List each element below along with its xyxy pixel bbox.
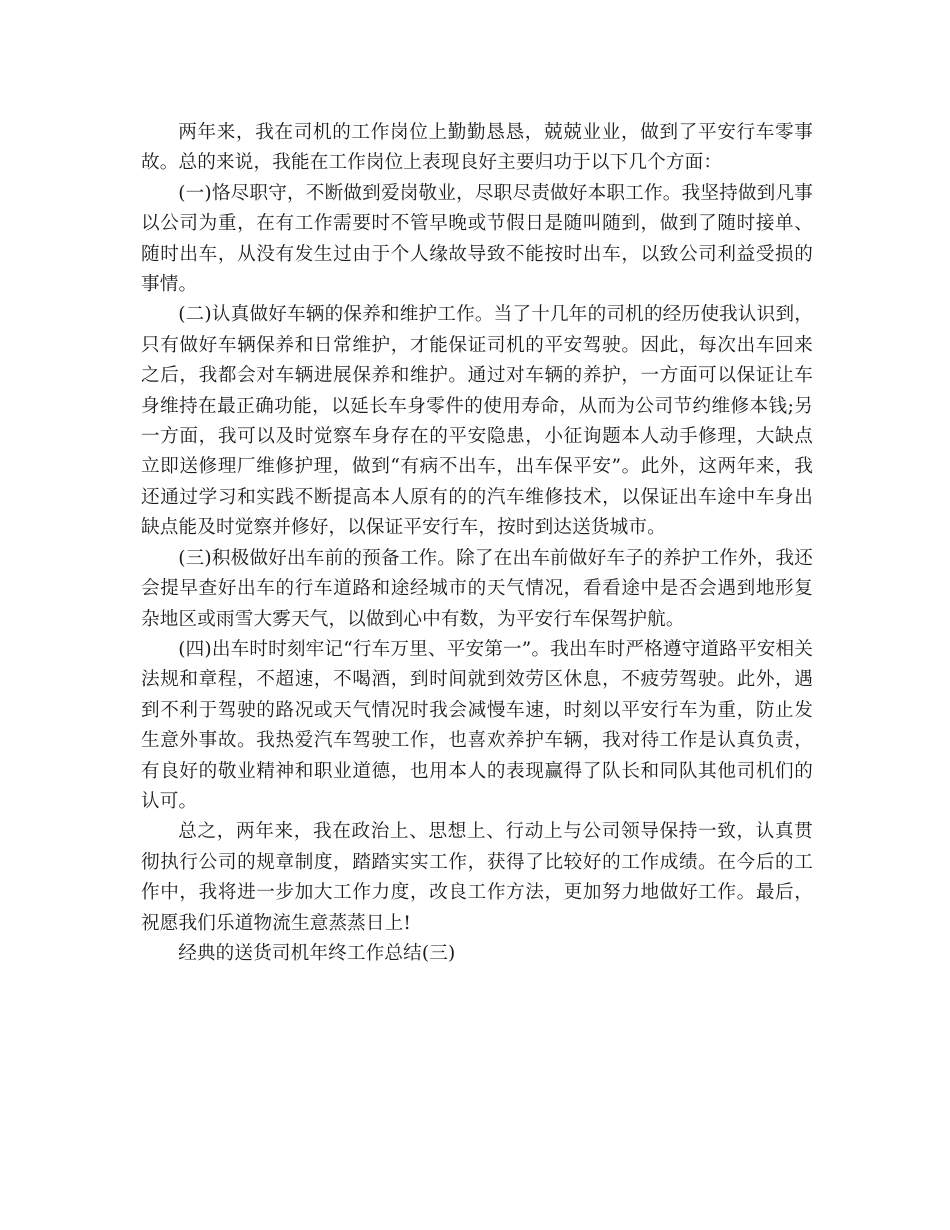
paragraph-point-4: (四)出车时时刻牢记“行车万里、平安第一”。我出车时严格遵守道路平安相关法规和章程，不超速，不喝酒，到时间就到效劳区休息，不疲劳驾驶。此外，遇到不利于驾驶的路况或天气情况时我会减慢车速，时刻以平安行车为重，防止发生意外事故。我热爱汽车驾驶工作，也喜欢养护车辆，我对待工作是认真负责，有良好的敬业精神和职业道德，也用本人的表现赢得了队长和同队其他司机们的认可。 [141,638,813,812]
paragraph-point-1: (一)恪尽职守，不断做到爱岗敬业，尽职尽责做好本职工作。我坚持做到凡事以公司为重，在有工作需要时不管早晚或节假日是随叫随到，做到了随时接单、随时出车，从没有发生过由于个人缘故导致不能按时出车，以致公司利益受损的事情。 [141,182,813,296]
paragraph-point-2: (二)认真做好车辆的保养和维护工作。当了十几年的司机的经历使我认识到，只有做好车辆保养和日常维护，才能保证司机的平安驾驶。因此，每次出车回来之后，我都会对车辆进展保养和维护。通过对车辆的养护，一方面可以保证让车身维持在最正确功能，以延长车身零件的使用寿命，从而为公司节约维修本钱;另一方面，我可以及时觉察车身存在的平安隐患，小征询题本人动手修理，大缺点立即送修理厂维修护理，做到“有病不出车，出车保平安”。此外，这两年来，我还通过学习和实践不断提高本人原有的的汽车维修技术，以保证出车途中车身出缺点能及时觉察并修好，以保证平安行车，按时到达送货城市。 [141,304,813,539]
paragraph-conclusion: 总之，两年来，我在政治上、思想上、行动上与公司领导保持一致，认真贯彻执行公司的规章制度，踏踏实实工作，获得了比较好的工作成绩。在今后的工作中，我将进一步加大工作力度，改良工作方法，更加努力地做好工作。最后，祝愿我们乐道物流生意蒸蒸日上! [141,821,813,934]
paragraph-point-3: (三)积极做好出车前的预备工作。除了在出车前做好车子的养护工作外，我还会提早查好出车的行车道路和途经城市的天气情况，看看途中是否会遇到地形复杂地区或雨雪大雾天气，以做到心中有数，为平安行车保驾护航。 [141,547,813,630]
paragraph-intro: 两年来，我在司机的工作岗位上勤勤恳恳，兢兢业业，做到了平安行车零事故。总的来说，我能在工作岗位上表现良好主要归功于以下几个方面： [141,122,813,174]
document-body [141,118,813,969]
section-heading: 经典的送货司机年终工作总结(三) [178,942,456,964]
